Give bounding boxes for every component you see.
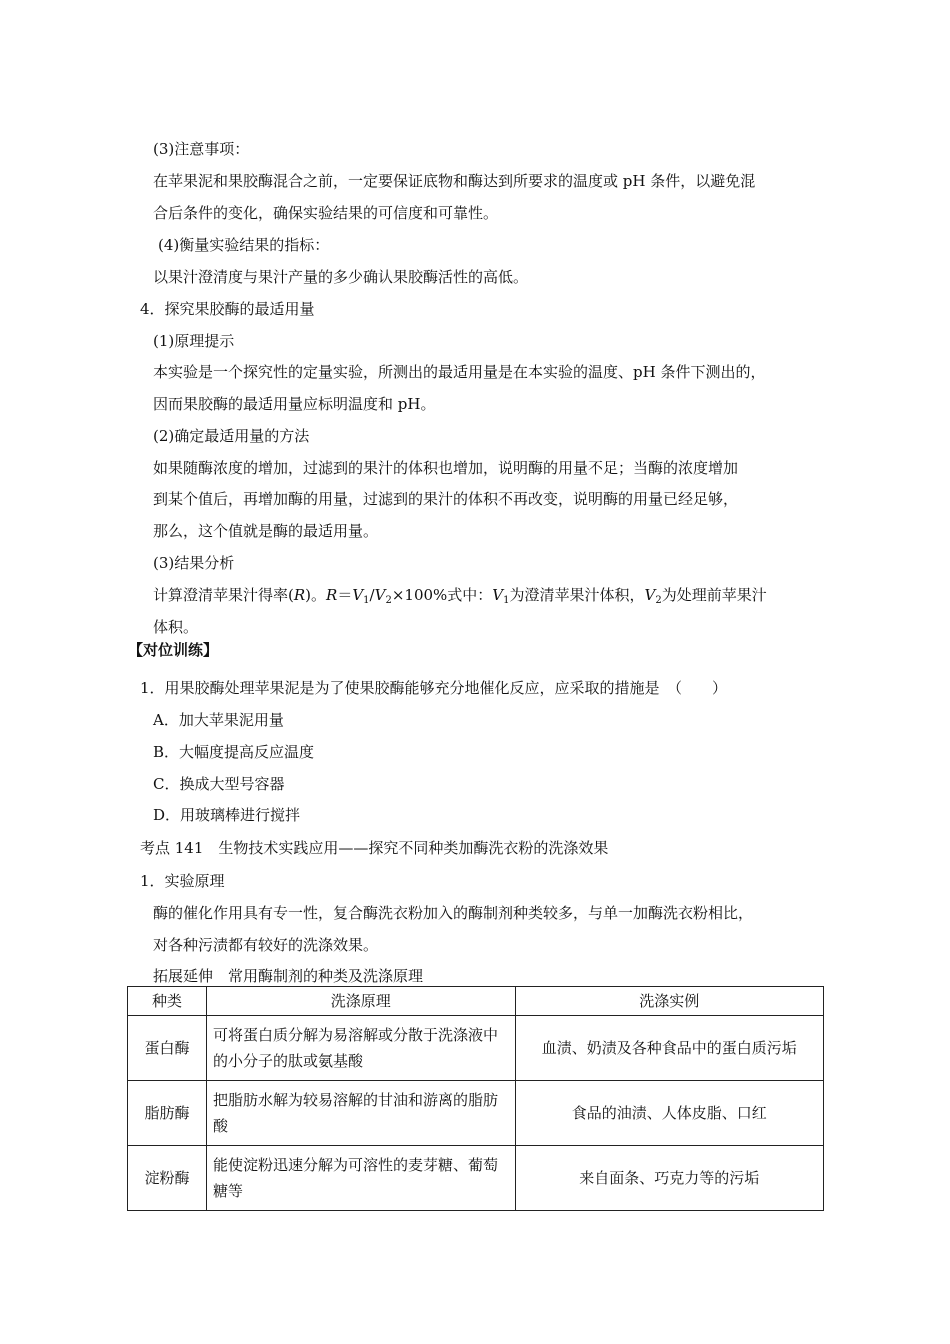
sub-heading: (3)结果分析 <box>153 554 235 572</box>
header-kind: 种类 <box>128 987 207 1016</box>
paragraph-line: 因而果胶酶的最适用量应标明温度和 pH。 <box>153 395 436 413</box>
paragraph-line: 合后条件的变化，确保实验结果的可信度和可靠性。 <box>153 204 499 222</box>
sub-heading: (2)确定最适用量的方法 <box>153 427 310 445</box>
cell-kind: 脂肪酶 <box>128 1081 207 1146</box>
cell-principle: 能使淀粉迅速分解为可溶性的麦芽糖、葡萄糖等 <box>207 1146 516 1211</box>
paragraph-line: 酶的催化作用具有专一性，复合酶洗衣粉加入的酶制剂种类较多，与单一加酶洗衣粉相比， <box>153 904 754 922</box>
header-principle: 洗涤原理 <box>207 987 516 1016</box>
option-d: D．用玻璃棒进行搅拌 <box>153 806 301 824</box>
sub-heading: (1)原理提示 <box>153 332 235 350</box>
cell-example: 血渍、奶渍及各种食品中的蛋白质污垢 <box>515 1016 824 1081</box>
paragraph-line: 如果随酶浓度的增加，过滤到的果汁的体积也增加，说明酶的用量不足；当酶的浓度增加 <box>153 459 739 477</box>
cell-principle: 把脂肪水解为较易溶解的甘油和游离的脂肪酸 <box>207 1081 516 1146</box>
paragraph-line: 到某个值后，再增加酶的用量，过滤到的果汁的体积不再改变，说明酶的用量已经足够， <box>153 490 739 508</box>
table-row <box>128 1146 824 1211</box>
option-c: C．换成大型号容器 <box>153 775 285 793</box>
cell-kind: 淀粉酶 <box>128 1146 207 1211</box>
indicator-heading: (4)衡量实验结果的指标： <box>158 236 330 254</box>
formula-line: 计算澄清苹果汁得率(R)。$R=V_1/V_2\times 100\%$式中：$V_1$为澄清苹果汁体积，$V_2$为处理前苹果汁 <box>153 586 767 606</box>
enzyme-table <box>127 986 824 1211</box>
paragraph-line: 对各种污渍都有较好的洗涤效果。 <box>153 936 379 954</box>
table-header-row <box>128 987 824 1016</box>
paragraph-line: 在苹果泥和果胶酶混合之前，一定要保证底物和酶达到所要求的温度或 pH 条件，以避免混 <box>153 172 756 190</box>
option-b: B．大幅度提高反应温度 <box>153 743 315 761</box>
cell-kind: 蛋白酶 <box>128 1016 207 1081</box>
table-row <box>128 1081 824 1146</box>
paragraph-line: 以果汁澄清度与果汁产量的多少确认果胶酶活性的高低。 <box>153 268 529 286</box>
formula-tail: 体积。 <box>153 618 199 636</box>
cell-principle: 可将蛋白质分解为易溶解或分散于洗涤液中的小分子的肽或氨基酸 <box>207 1016 516 1081</box>
option-a: A．加大苹果泥用量 <box>153 711 284 729</box>
paragraph-line: 本实验是一个探究性的定量实验，所测出的最适用量是在本实验的温度、pH 条件下测出的， <box>153 363 766 381</box>
table-row <box>128 1016 824 1081</box>
header-example: 洗涤实例 <box>515 987 824 1016</box>
question-stem: 1．用果胶酶处理苹果泥是为了使果胶酶能够充分地催化反应，应采取的措施是 （ ） <box>140 679 728 697</box>
section-heading: 4．探究果胶酶的最适用量 <box>140 300 315 318</box>
cell-example: 来自面条、巧克力等的污垢 <box>515 1146 824 1211</box>
table-caption: 拓展延伸 常用酶制剂的种类及洗涤原理 <box>153 967 424 985</box>
practice-title: 【对位训练】 <box>128 641 219 659</box>
note-heading: (3)注意事项： <box>153 140 250 158</box>
kaodian-heading: 考点 141 生物技术实践应用——探究不同种类加酶洗衣粉的洗涤效果 <box>140 839 609 857</box>
principle-heading: 1．实验原理 <box>140 872 225 890</box>
cell-example: 食品的油渍、人体皮脂、口红 <box>515 1081 824 1146</box>
paragraph-line: 那么，这个值就是酶的最适用量。 <box>153 522 379 540</box>
